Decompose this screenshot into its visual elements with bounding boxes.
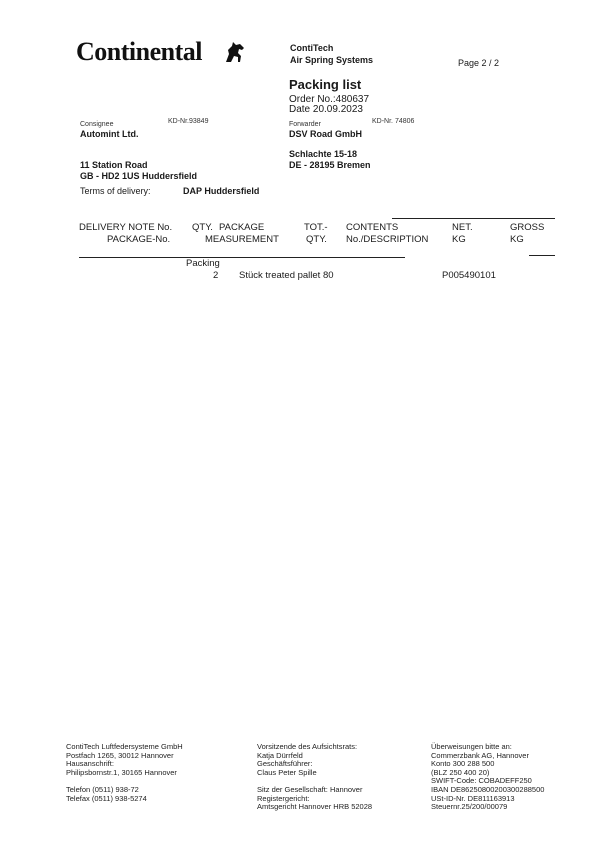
- footer-line: Postfach 1265, 30012 Hannover: [66, 750, 174, 760]
- col-qty: QTY.: [192, 222, 213, 233]
- footer-line: USt-ID-Nr. DE811163913: [431, 793, 515, 803]
- company-logo: Continental: [76, 37, 202, 66]
- forwarder-name: DSV Road GmbH: [289, 129, 363, 139]
- footer-line: Steuernr.25/200/00079: [431, 802, 508, 812]
- footer-line: IBAN DE86250800200300288500: [431, 784, 545, 794]
- consignee-kd-number: KD-Nr.93849: [168, 118, 209, 125]
- col-net-unit: KG: [452, 234, 466, 245]
- footer-line: (BLZ 250 400 20): [431, 767, 490, 777]
- col-contents: CONTENTS: [346, 222, 399, 233]
- footer-line: Geschäftsführer:: [257, 759, 313, 769]
- footer-line: Hausanschrift:: [66, 759, 114, 769]
- header-rule-bottom: [79, 257, 405, 258]
- page-number: Page 2 / 2: [458, 58, 500, 68]
- footer-line: Registergericht:: [257, 793, 310, 803]
- footer-line: Telefax (0511) 938-5274: [66, 793, 147, 803]
- row-qty: 2: [213, 270, 219, 281]
- consignee-city: GB - HD2 1US Huddersfield: [80, 171, 198, 181]
- col-delivery-note: DELIVERY NOTE No.: [79, 222, 173, 233]
- document-date: Date 20.09.2023: [289, 104, 363, 115]
- footer-line: Konto 300 288 500: [431, 759, 495, 769]
- footer-line: SWIFT-Code: COBADEFF250: [431, 776, 532, 786]
- footer-bank-details: [431, 743, 544, 812]
- horse-logo-icon: [223, 40, 247, 64]
- footer-management: [257, 743, 372, 812]
- terms-of-delivery-label: Terms of delivery:: [80, 186, 151, 196]
- forwarder-kd-number: KD-Nr. 74806: [372, 118, 415, 125]
- col-package: PACKAGE: [219, 222, 265, 233]
- col-measurement: MEASUREMENT: [205, 234, 279, 245]
- company-division: Air Spring Systems: [290, 55, 374, 65]
- footer-line: Katja Dürrfeld: [257, 750, 303, 760]
- footer-line: Amtsgericht Hannover HRB 52028: [257, 802, 373, 812]
- consignee-street: 11 Station Road: [80, 160, 148, 170]
- terms-of-delivery-value: DAP Huddersfield: [183, 186, 260, 196]
- forwarder-label: Forwarder: [289, 121, 321, 128]
- footer-line: Telefon (0511) 938-72: [66, 784, 139, 794]
- footer-company-address: [66, 743, 183, 803]
- row-reference: P005490101: [442, 270, 496, 281]
- row-description: Stück treated pallet 80: [239, 270, 334, 281]
- document-title: Packing list: [289, 77, 362, 92]
- col-tot: TOT.-: [304, 222, 328, 233]
- footer-line: ContiTech Luftfedersysteme GmbH: [66, 742, 183, 751]
- header-rule-bottom-right: [529, 255, 555, 256]
- footer-line: Vorsitzende des Aufsichtsrats:: [257, 742, 358, 751]
- packing-section-label: Packing: [186, 258, 220, 269]
- col-net: NET.: [452, 222, 473, 233]
- order-number: Order No.:480637: [289, 94, 370, 105]
- forwarder-street: Schlachte 15-18: [289, 149, 358, 159]
- col-gross-unit: KG: [510, 234, 524, 245]
- col-gross: GROSS: [510, 222, 545, 233]
- consignee-label: Consignee: [80, 121, 114, 128]
- header-rule-top: [392, 218, 555, 219]
- footer-line: Commerzbank AG, Hannover: [431, 750, 529, 760]
- footer-line: Sitz der Gesellschaft: Hannover: [257, 784, 363, 794]
- col-no-description: No./DESCRIPTION: [346, 234, 429, 245]
- footer-line: Philipsbornstr.1, 30165 Hannover: [66, 767, 177, 777]
- col-tot-qty: QTY.: [306, 234, 327, 245]
- footer-line: Claus Peter Spille: [257, 767, 317, 777]
- company-name: ContiTech: [290, 43, 334, 53]
- consignee-name: Automint Ltd.: [80, 129, 139, 139]
- footer-line: Überweisungen bitte an:: [431, 742, 512, 751]
- col-package-no: PACKAGE-No.: [107, 234, 171, 245]
- forwarder-city: DE - 28195 Bremen: [289, 160, 371, 170]
